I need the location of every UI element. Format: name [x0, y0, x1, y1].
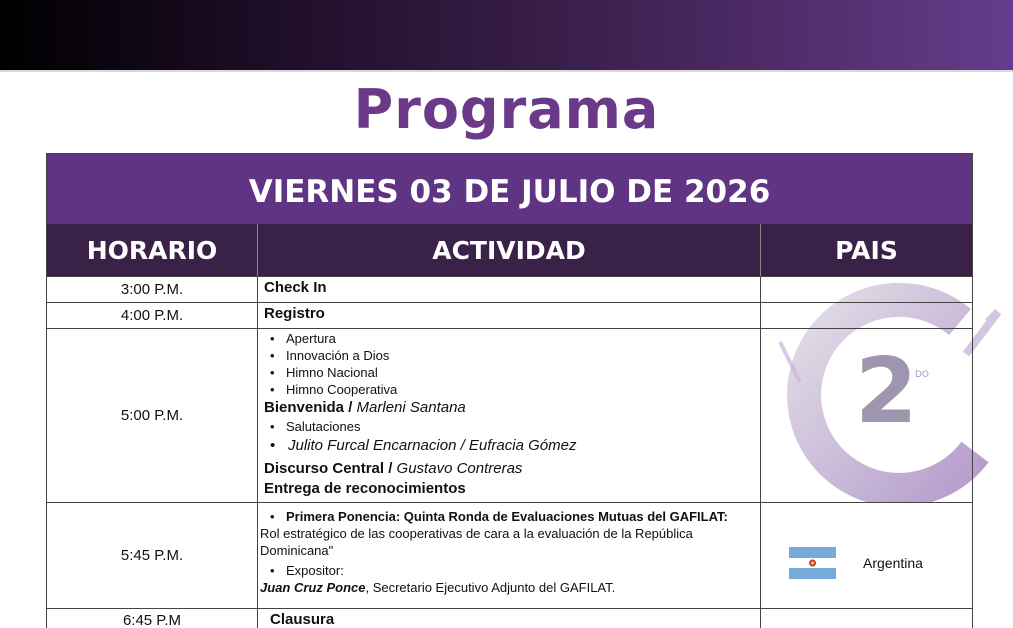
- svg-text:DO: DO: [915, 370, 930, 380]
- talk-label: Primera Ponencia: [286, 509, 396, 524]
- svg-text:2: 2: [855, 339, 918, 444]
- country-cell: [761, 609, 972, 628]
- country-cell: [761, 277, 972, 302]
- speaker-line: [258, 579, 760, 596]
- column-header-activity: ACTIVIDAD: [258, 224, 761, 276]
- activity-cell: [258, 277, 761, 302]
- table-row: [47, 608, 972, 628]
- time-cell: 4:00 P.M.: [47, 303, 258, 328]
- activity-cell: [258, 303, 761, 328]
- talk-line: Dominicana": [260, 543, 334, 558]
- time-cell: 3:00 P.M.: [47, 277, 258, 302]
- activity-title: Check In: [264, 279, 327, 296]
- time-cell: 6:45 P.M: [47, 609, 258, 628]
- day-header: VIERNES 03 DE JULIO DE 2026: [47, 154, 972, 224]
- activity-cell: [258, 329, 761, 502]
- top-banner: [0, 0, 1013, 70]
- keynote-label: Discurso Central /: [264, 460, 393, 477]
- page-title: Programa: [353, 78, 660, 141]
- activity-title: Clausura: [270, 611, 335, 628]
- activity-cell: [258, 503, 761, 608]
- column-header-time: HORARIO: [47, 224, 258, 276]
- column-header-country: PAIS: [835, 235, 898, 265]
- activity-cell: [258, 609, 761, 628]
- keynote-line: [258, 459, 760, 479]
- country-name: Argentina: [863, 555, 923, 571]
- list-item: • Himno Nacional: [258, 364, 760, 381]
- talk-title: : Quinta Ronda de Evaluaciones Mutuas del GAFILAT:: [395, 509, 728, 524]
- awards-line: Entrega de reconocimientos: [264, 480, 466, 497]
- list-item: • Innovación a Dios: [258, 347, 760, 364]
- table-row: [47, 328, 972, 502]
- time-cell: 5:00 P.M.: [47, 329, 258, 502]
- welcome-name: Marleni Santana: [356, 399, 466, 416]
- table-row: [47, 502, 972, 608]
- talk-line: Rol estratégico de las cooperativas de cara a la evaluación de la República: [260, 526, 693, 541]
- list-item: • Salutaciones: [258, 418, 760, 435]
- country-cell: [761, 329, 972, 502]
- country-cell: [761, 503, 972, 608]
- table-row: [47, 276, 972, 302]
- argentina-flag-icon: [789, 547, 836, 579]
- keynote-name: Gustavo Contreras: [396, 460, 523, 477]
- talk-heading: [258, 508, 760, 525]
- list-item: • Himno Cooperativa: [258, 381, 760, 398]
- speaker-name: Juan Cruz Ponce: [260, 580, 366, 595]
- speaker-role: , Secretario Ejecutivo Adjunto del GAFILAT.: [365, 580, 616, 595]
- welcome-line: [258, 398, 760, 418]
- country-cell: [761, 303, 972, 328]
- list-item: • Expositor:: [258, 562, 760, 579]
- schedule-table: [46, 153, 973, 628]
- greetings-names: • Julito Furcal Encarnacion / Eufracia Gómez: [258, 435, 760, 457]
- time-cell: 5:45 P.M.: [47, 503, 258, 608]
- column-header-row: [47, 224, 972, 276]
- activity-title: Registro: [264, 305, 325, 322]
- list-item: • Apertura: [258, 330, 760, 347]
- table-row: [47, 302, 972, 328]
- welcome-label: Bienvenida /: [264, 399, 353, 416]
